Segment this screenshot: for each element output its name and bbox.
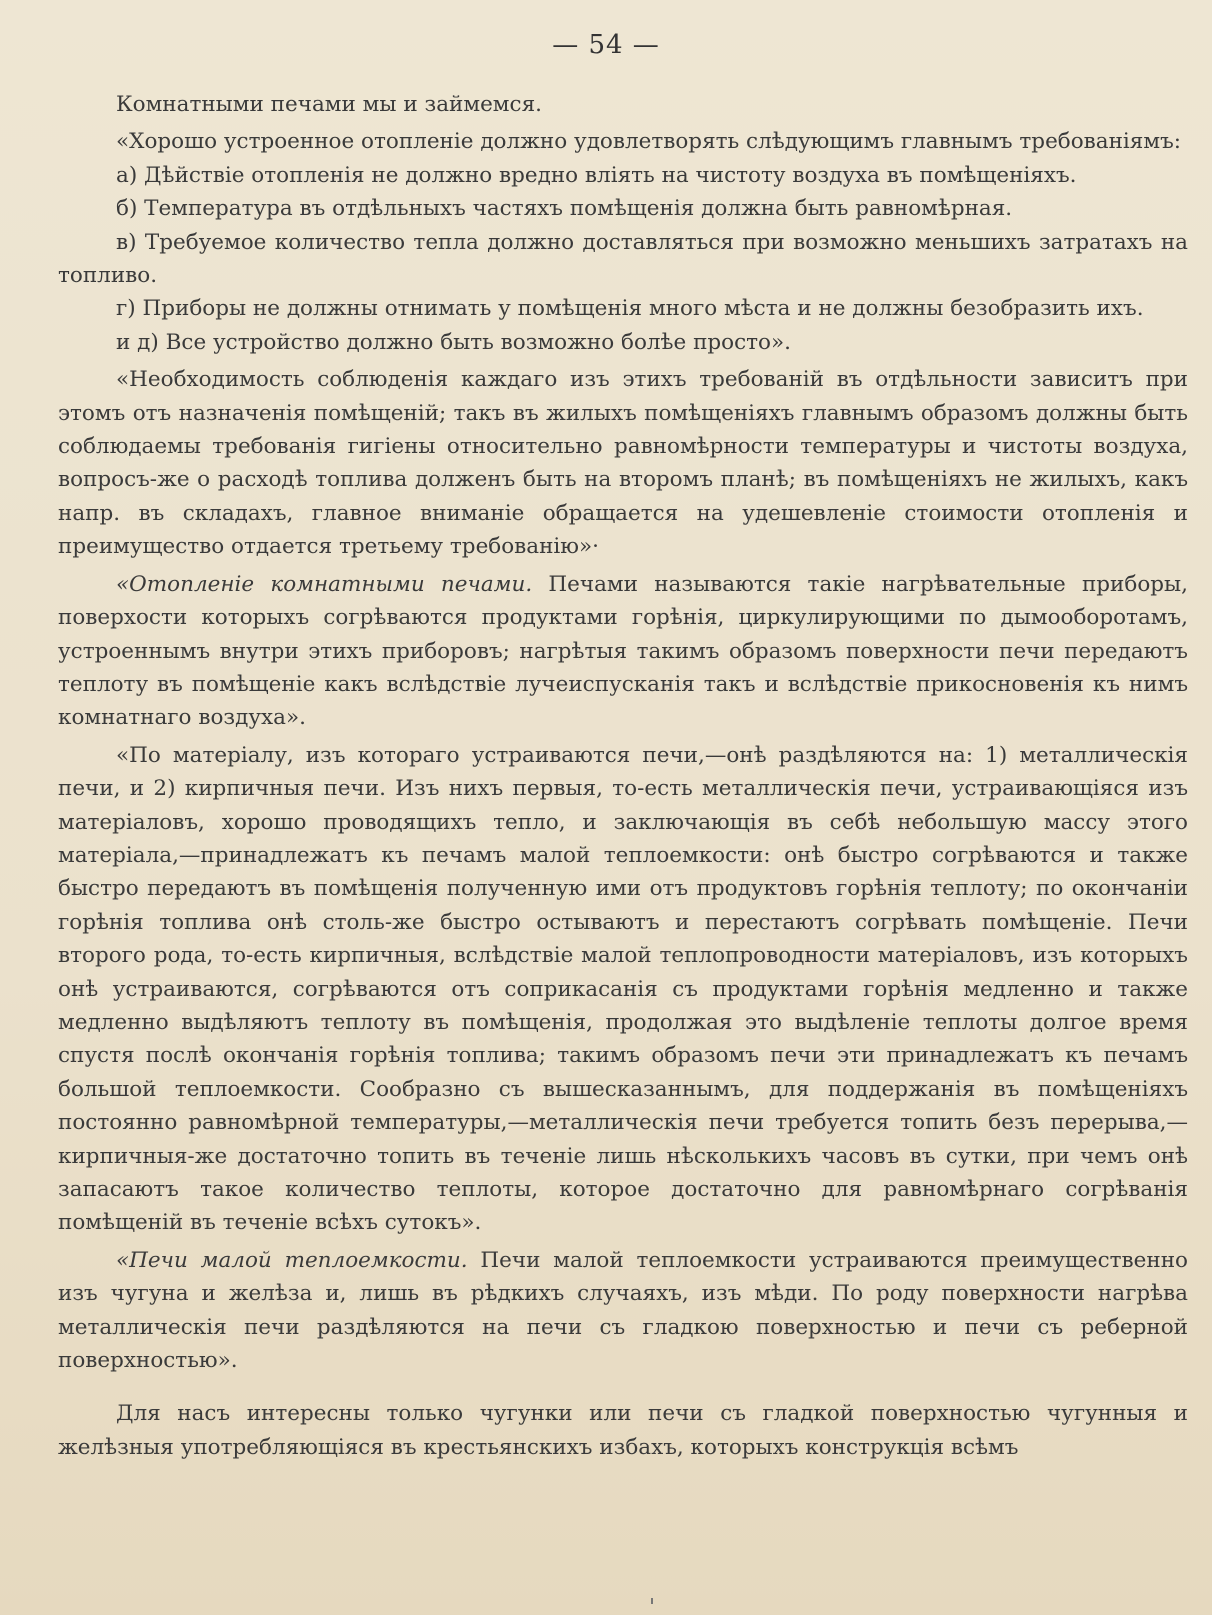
print-mark xyxy=(651,1598,653,1604)
list-item: в) Требуемое количество тепла должно доставляться при возможно меньшихъ затратахъ на топливо. xyxy=(58,229,1188,289)
page-number: — 54 — xyxy=(552,30,660,60)
list-item: г) Приборы не должны отнимать у помѣщенія много мѣста и не должны безобразить ихъ. xyxy=(116,296,1144,322)
paragraph-text: Печи малой теплоемкости устраиваются преимущественно изъ чугуна и желѣза и, лишь въ рѣдкихъ случаяхъ, изъ мѣди. По роду поверхности нагрѣва металлическія печи раздѣляются на печи съ гладкою поверхностью и печи съ реберной поверхностью». xyxy=(58,1247,1188,1374)
paragraph: «Необходимость соблюденія каждаго изъ этихъ требованій въ отдѣльности зависитъ при этомъ отъ назначенія помѣщеній; такъ въ жилыхъ помѣщеніяхъ главнымъ образомъ должны быть соблюдаемы требованія гигіены относительно равномѣрности температуры и чистоты воздуха, вопросъ-же о расходѣ топлива долженъ быть на второмъ планѣ; въ помѣщеніяхъ не жилыхъ, какъ напр. въ складахъ, главное вниманіе обращается на удешевленіе стоимости отопленія и преимущество отдается третьему требованію»· xyxy=(58,367,1188,560)
section-heading: «Отопленіе комнатными печами. xyxy=(116,571,533,597)
list-item: а) Дѣйствіе отопленія не должно вредно вліять на чистоту воздуха въ помѣщеніяхъ. xyxy=(116,162,1077,188)
paragraph: «Хорошо устроенное отопленіе должно удовлетворять слѣдующимъ главнымъ требованіямъ: xyxy=(116,129,1182,155)
section-heading: «Печи малой теплоемкости. xyxy=(116,1247,468,1273)
paragraph: Комнатными печами мы и займемся. xyxy=(116,92,542,117)
body-text xyxy=(58,88,1188,1464)
paragraph: Для насъ интересны только чугунки или печи съ гладкой поверхностью чугунныя и желѣзныя употребляющіяся въ крестьянскихъ избахъ, которыхъ конструкція всѣмъ xyxy=(58,1401,1188,1460)
paragraph-text: Печами называются такіе нагрѣвательные приборы, поверхости которыхъ согрѣваются продуктами горѣнія, циркулирующими по дымооборотамъ, устроеннымъ внутри этихъ приборовъ; нагрѣтыя такимъ образомъ поверхности печи передаютъ теплоту въ помѣщеніе какъ вслѣдствіе лучеиспусканія такъ и вслѣдствіе прикосновенія къ нимъ комнатнаго воздуха». xyxy=(58,571,1188,731)
list-item: и д) Все устройство должно быть возможно болѣе просто». xyxy=(116,329,791,355)
paragraph xyxy=(58,1244,1188,1378)
list-item: б) Температура въ отдѣльныхъ частяхъ помѣщенія должна быть равномѣрная. xyxy=(116,196,1013,222)
paragraph: «По матеріалу, изъ котораго устраиваются печи,—онѣ раздѣляются на: 1) металлическія печи, и 2) кирпичныя печи. Изъ нихъ первыя, то-есть металлическія печи, устраивающіяся изъ матеріаловъ, хорошо проводящихъ тепло, и заключающія въ себѣ небольшую массу этого матеріала,—принадлежатъ къ печамъ малой теплоемкости: онѣ быстро согрѣваются и также быстро передаютъ въ помѣщенія полученную ими отъ продуктовъ горѣнія теплоту; по окончаніи горѣнія топлива онѣ столь-же быстро остываютъ и перестаютъ согрѣвать помѣщеніе. Печи второго рода, то-есть кирпичныя, вслѣдствіе малой теплопроводности матеріаловъ, изъ которыхъ онѣ устраиваются, согрѣваются отъ соприкасанія съ продуктами горѣнія медленно и также медленно выдѣляютъ теплоту въ помѣщенія, продолжая это выдѣленіе теплоты долгое время спустя послѣ окончанія горѣнія топлива; такимъ образомъ печи эти принадлежатъ къ печамъ большой теплоемкости. Сообразно съ вышесказаннымъ, для поддержанія въ помѣщеніяхъ постоянно равномѣрной температуры,—металлическія печи требуется топить безъ перерыва,—кирпичныя-же достаточно топить въ теченіе лишь нѣсколькихъ часовъ въ сутки, при чемъ онѣ запасаютъ такое количество теплоты, которое достаточно для равномѣрнаго согрѣванія помѣщеній въ теченіе всѣхъ сутокъ». xyxy=(58,742,1188,1236)
paragraph xyxy=(58,568,1188,735)
